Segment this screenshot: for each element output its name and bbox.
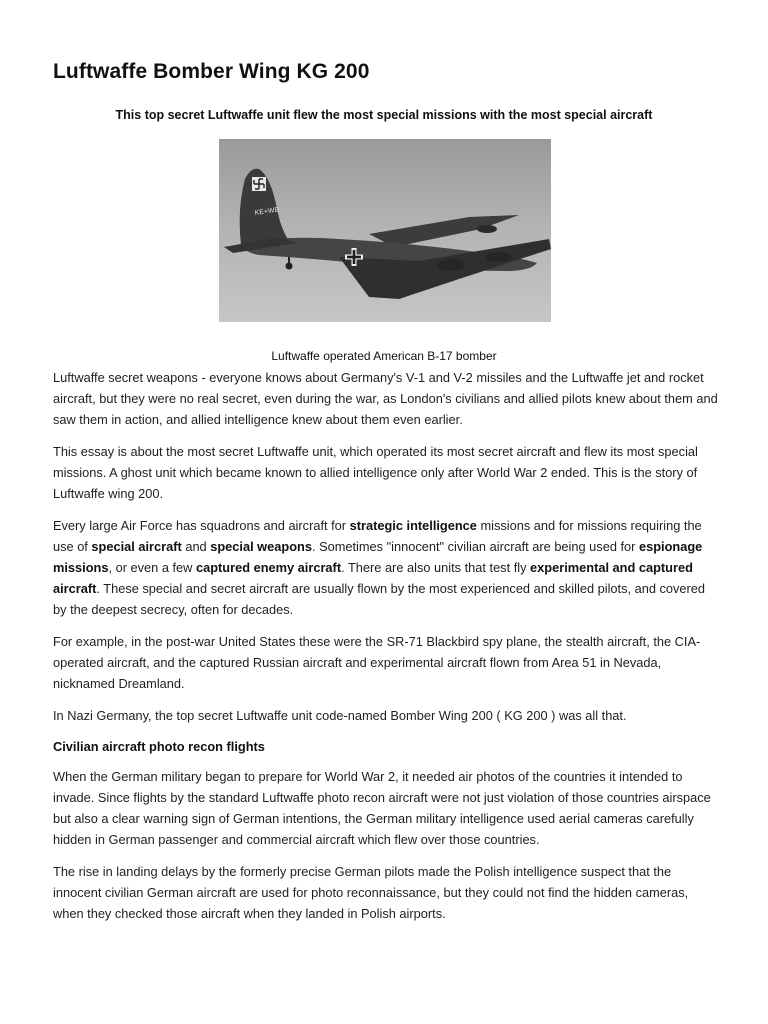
plane-tail-wheel [286,263,293,270]
text-span: . Sometimes "innocent" civilian aircraft are being used for [311,539,639,554]
text-span: . There are also units that test fly [341,560,531,575]
paragraph-1: Luftwaffe secret weapons - everyone knows about Germany's V-1 and V-2 missiles and the Luftwaffe jet and rocket aircraft, but they were no real secret, even during the war, as London's civilians and allied pilots knew about them and saw them in action, and allied intelligence knew about them even earlier. [53,370,718,427]
page-subtitle: This top secret Luftwaffe unit flew the most special missions with the most special aircraft [115,108,653,122]
plane-engine-2 [486,252,512,262]
paragraph-4: For example, in the post-war United States these were the SR-71 Blackbird spy plane, the stealth aircraft, the CIA-operated aircraft, and the captured Russian aircraft and experimental aircraft flown from Area 51 in Nevada, nicknamed Dreamland. [53,634,701,691]
tail-insignia-icon [252,177,266,191]
bold-term: special aircraft [91,539,182,554]
plane-engine-1 [437,259,465,271]
text-span: , or even a few [108,560,196,575]
tail-code: KE+WB [254,206,280,217]
bold-term: experimental and captured aircraft [53,560,693,596]
b17-bomber-photo [219,139,551,322]
bold-term: strategic intelligence [349,518,477,533]
photo-caption: Luftwaffe operated American B-17 bomber [271,349,497,363]
text-span: and [181,539,211,554]
paragraph-3 [53,515,718,620]
text-span: Every large Air Force has squadrons and aircraft for [53,518,350,533]
plane-engine-3 [477,225,497,233]
section-heading: Civilian aircraft photo recon flights [53,739,265,754]
bold-term: captured enemy aircraft [195,560,342,575]
text-span: missions and for missions requiring the use of [53,518,702,554]
article-body [53,367,718,935]
bold-term: special weapons [210,539,312,554]
paragraph-6: When the German military began to prepare for World War 2, it needed air photos of the countries it intended to invade. Since flights by the standard Luftwaffe photo recon aircraft were not just violation of those countries airspace but also a clear warning sign of German intentions, the German military intelligence used aerial cameras carefully hidden in German passenger and commercial aircraft which flew over those countries. [53,769,711,847]
paragraph-5: In Nazi Germany, the top secret Luftwaffe unit code-named Bomber Wing 200 ( KG 200 ) was all that. [53,708,627,723]
paragraph-2: This essay is about the most secret Luftwaffe unit, which operated its most secret aircraft and flew its most special missions. A ghost unit which became known to allied intelligence only after World War 2 ended. This is the story of Luftwaffe wing 200. [53,444,698,501]
paragraph-7: The rise in landing delays by the formerly precise German pilots made the Polish intelligence suspect that the innocent civilian German aircraft are used for photo reconnaissance, but they could not find the hidden cameras, when they checked those aircraft when they landed in Polish airports. [53,864,689,921]
bold-term: espionage missions [53,539,703,575]
text-span: . These special and secret aircraft are usually flown by the most experienced and skilled pilots, and covered by the deepest secrecy, often for decades. [53,581,706,617]
page-title: Luftwaffe Bomber Wing KG 200 [53,60,370,83]
